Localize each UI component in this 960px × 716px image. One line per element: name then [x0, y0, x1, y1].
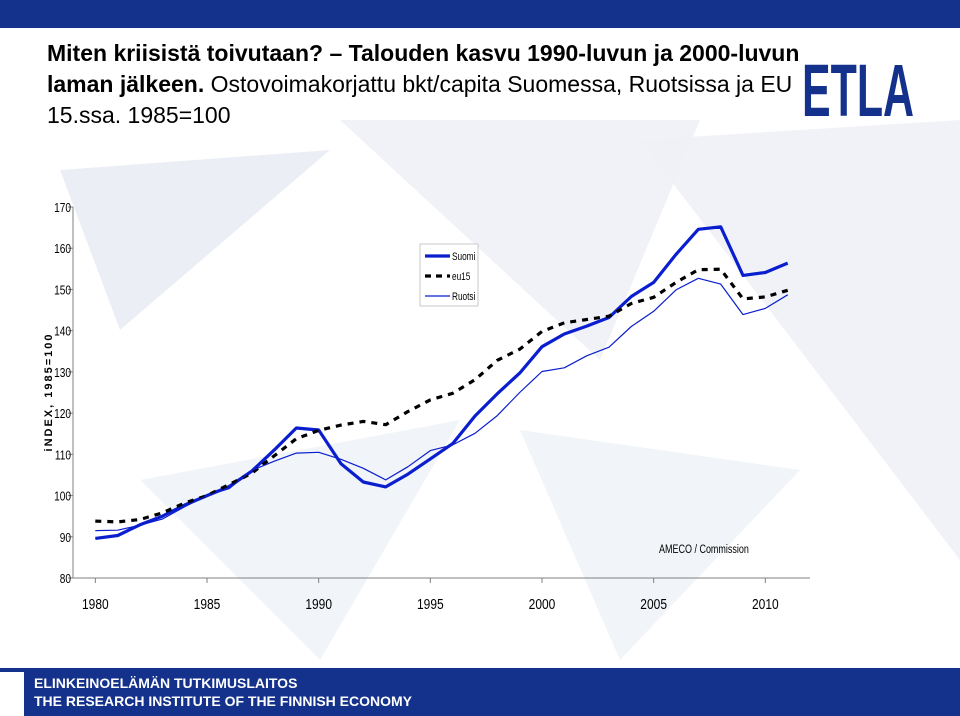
x-tick-label: 2000	[528, 595, 556, 613]
y-tick-label: 110	[54, 448, 71, 463]
footer-text	[34, 674, 412, 710]
slide-title-rest: Ostovoimakorjattu bkt/capita Suomessa, Ruotsissa ja EU 15.ssa. 1985=100	[47, 71, 793, 128]
y-tick-label: 160	[54, 242, 71, 257]
source-annotation: AMECO / Commission	[659, 542, 749, 557]
logo-text: ETLA	[802, 56, 914, 120]
slide-title-bold: Miten kriisistä toivutaan? – Talouden kasvu 1990-luvun ja 2000-luvun laman jälkeen.	[47, 40, 800, 97]
x-tick-label: 1980	[81, 595, 109, 613]
footer-line-2: THE RESEARCH INSTITUTE OF THE FINNISH ECONOMY	[34, 693, 413, 709]
series-line-eu15	[95, 269, 787, 522]
y-tick-label: 150	[54, 283, 71, 298]
series-line-ruotsi	[95, 278, 787, 530]
x-tick-label: 1990	[305, 595, 333, 613]
y-tick-label: 140	[54, 324, 71, 340]
y-tick-label: 100	[54, 489, 71, 504]
legend-label-suomi: Suomi	[452, 250, 476, 264]
y-tick-label: 120	[54, 406, 71, 422]
legend-label-eu15: eu15	[452, 270, 471, 284]
y-axis-title: iNDEX, 1985=100	[43, 332, 55, 452]
x-tick-label: 2010	[751, 595, 779, 613]
legend-label-ruotsi: Ruotsi	[452, 290, 476, 304]
y-tick-label: 130	[54, 365, 71, 381]
y-tick-label: 80	[59, 571, 71, 587]
x-tick-label: 2005	[640, 595, 668, 613]
x-tick-label: 1995	[416, 595, 444, 613]
footer-stripe	[0, 672, 24, 716]
x-tick-label: 1985	[193, 595, 221, 613]
y-tick-label: 90	[59, 530, 71, 546]
y-tick-label: 170	[54, 200, 71, 216]
footer-line-1: ELINKEINOELÄMÄN TUTKIMUSLAITOS	[34, 675, 298, 691]
